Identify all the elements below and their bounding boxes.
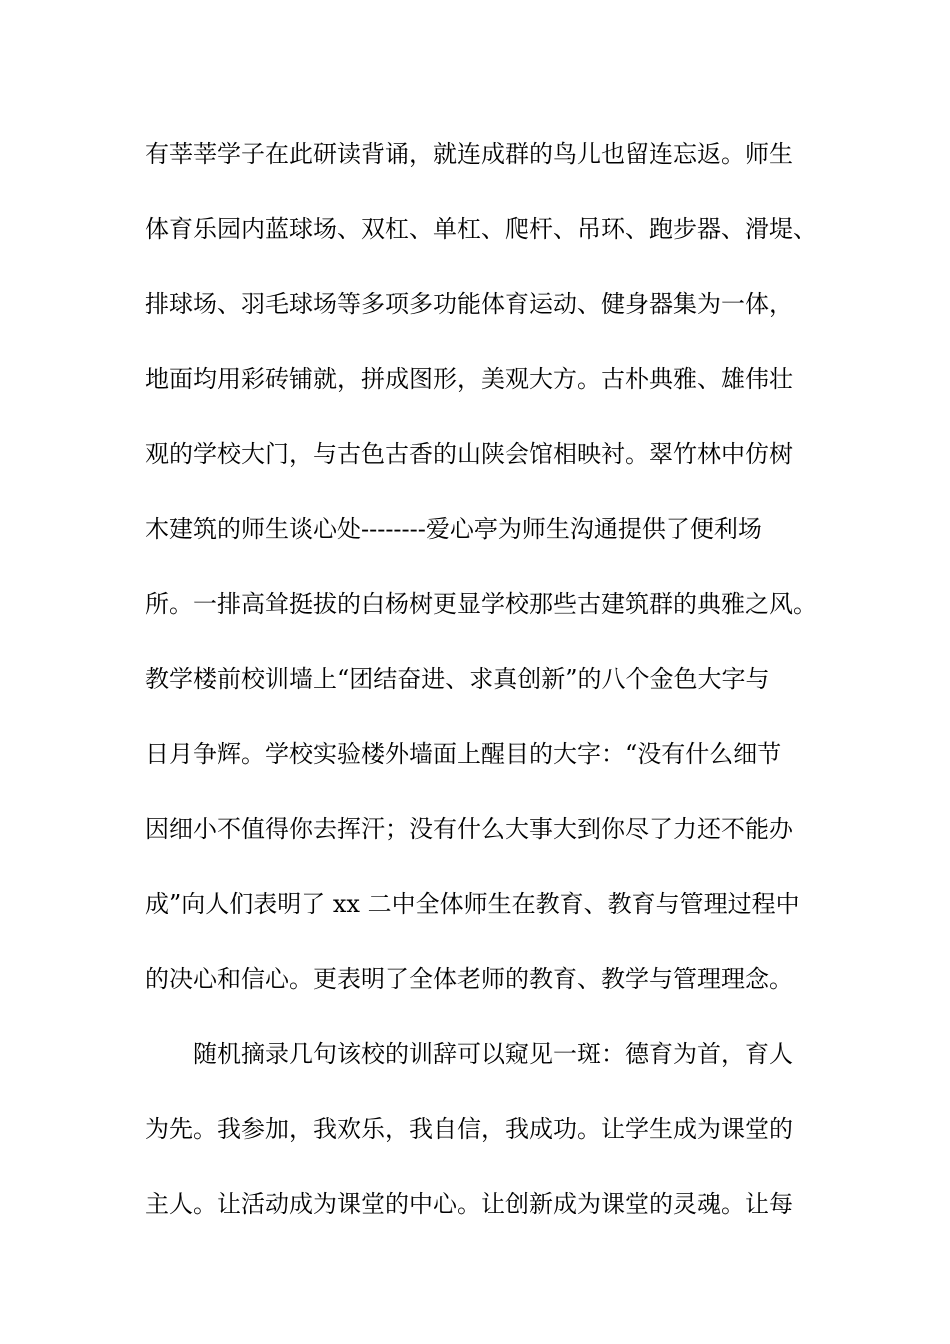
text-line: 的决心和信心。更表明了全体老师的教育、教学与管理理念。 [145, 965, 793, 993]
text-line: 所。一排高耸挺拔的白杨树更显学校那些古建筑群的典雅之风。 [145, 590, 817, 618]
text-line: 有莘莘学子在此研读背诵，就连成群的鸟儿也留连忘返。师生 [145, 140, 793, 168]
text-line: 因细小不值得你去挥汗；没有什么大事大到你尽了力还不能办 [145, 815, 793, 843]
text-line: 为先。我参加，我欢乐，我自信，我成功。让学生成为课堂的 [145, 1115, 793, 1143]
body-text [145, 126, 835, 1251]
text-line: 主人。让活动成为课堂的中心。让创新成为课堂的灵魂。让每 [145, 1190, 793, 1218]
text-line: 地面均用彩砖铺就，拼成图形，美观大方。古朴典雅、雄伟壮 [145, 365, 793, 393]
text-line: 体育乐园内蓝球场、双杠、单杠、爬杆、吊环、跑步器、滑堤、 [145, 215, 817, 243]
text-line: 教学楼前校训墙上“团结奋进、求真创新”的八个金色大字与 [145, 665, 770, 693]
text-line: 木建筑的师生谈心处--------爱心亭为师生沟通提供了便利场 [145, 515, 762, 543]
paragraph-first-line: 随机摘录几句该校的训辞可以窥见一斑：德育为首，育人 [193, 1040, 793, 1068]
text-line: 观的学校大门，与古色古香的山陕会馆相映衬。翠竹林中仿树 [145, 440, 793, 468]
text-line: 成”向人们表明了 xx 二中全体师生在教育、教育与管理过程中 [145, 890, 800, 918]
text-line: 排球场、羽毛球场等多项多功能体育运动、健身器集为一体， [145, 290, 793, 318]
text-line: 日月争辉。学校实验楼外墙面上醒目的大字：“没有什么细节 [145, 740, 782, 768]
